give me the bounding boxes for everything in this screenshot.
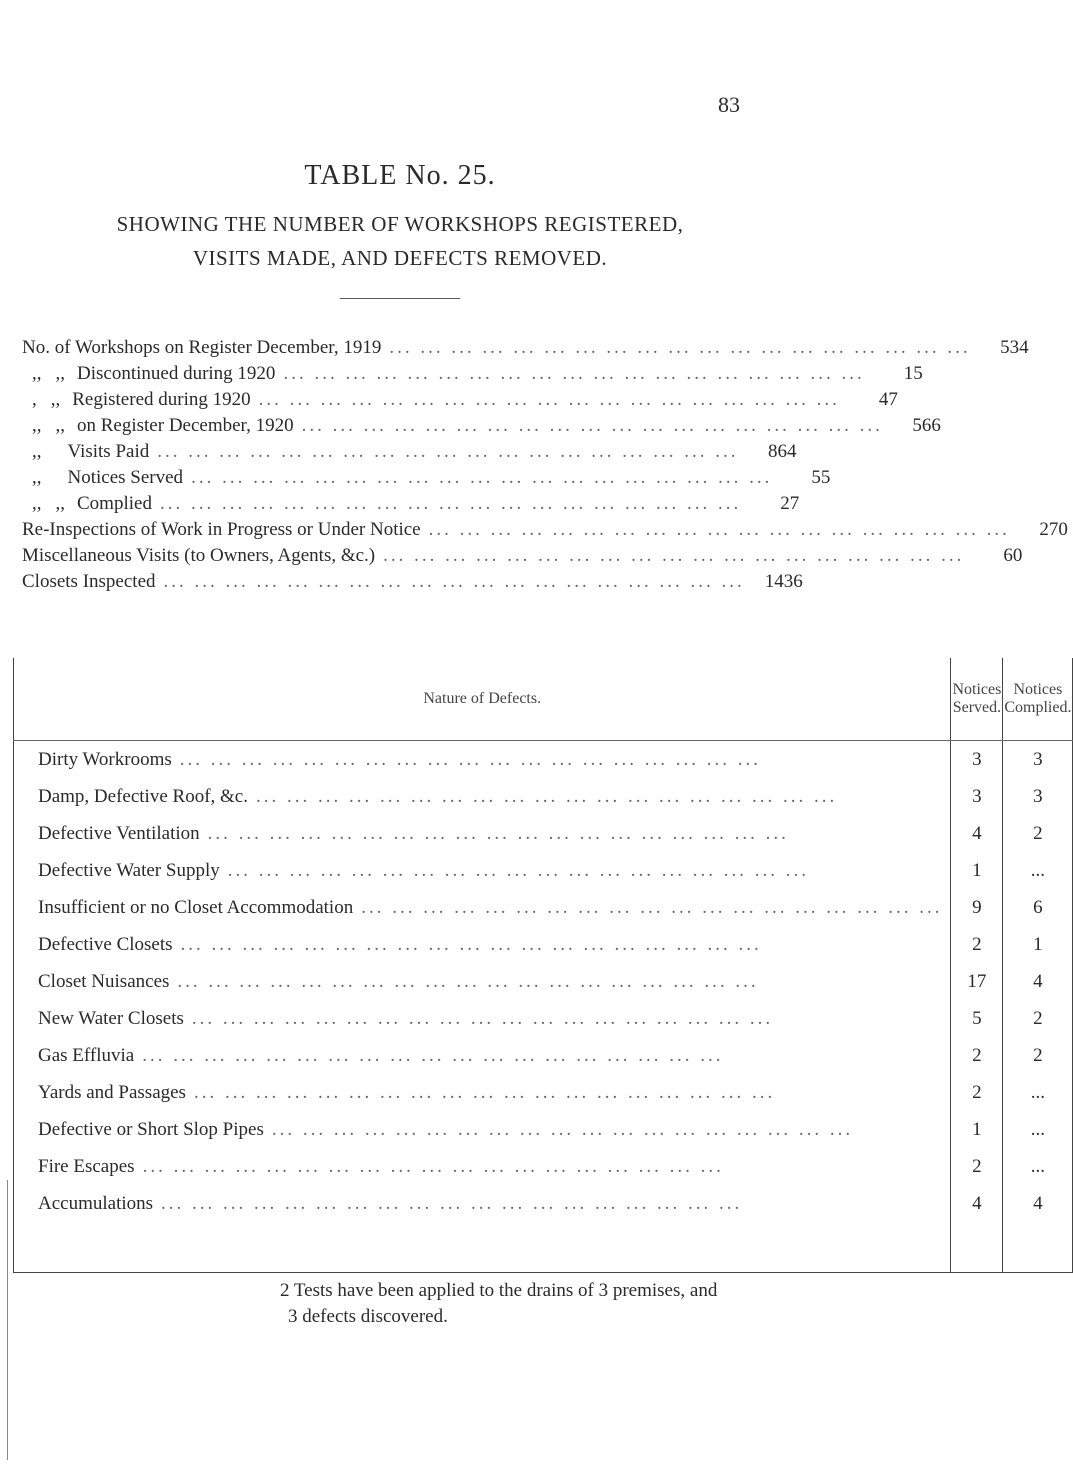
ditto-mark: ,, [32, 441, 42, 462]
dot-leader: ... ... ... ... ... ... ... ... ... ... ... ... ... ... ... ... ... ... ... [207, 822, 789, 844]
dot-leader: ... ... ... ... ... ... ... ... ... ... ... ... ... ... ... ... ... ... ... [163, 571, 745, 592]
notices-served-cell: 2 [951, 1074, 1003, 1111]
defects-table [13, 658, 1073, 1273]
table-row [14, 1074, 1073, 1111]
summary-value: 27 [780, 493, 800, 514]
table-row [14, 1037, 1073, 1074]
notices-complied-cell: 2 [1003, 1037, 1073, 1074]
notices-complied-cell: ... [1003, 1148, 1073, 1185]
defect-nature: New Water Closets [38, 1007, 184, 1029]
defect-nature: Damp, Defective Roof, &c. [38, 785, 248, 807]
dot-leader: ... ... ... ... ... ... ... ... ... ... ... ... ... ... ... ... ... ... ... [271, 1118, 854, 1140]
summary-value: 864 [767, 441, 797, 462]
defect-nature-cell [14, 963, 951, 1000]
dot-leader: ... ... ... ... ... ... ... ... ... ... ... ... ... ... ... ... ... ... ... [179, 748, 762, 770]
defect-nature-cell [14, 1185, 951, 1222]
table-row [14, 778, 1073, 815]
footnote-line-1: 2 Tests have been applied to the drains of 3 premises, and [280, 1280, 718, 1301]
defect-nature: Insufficient or no Closet Accommodation [38, 896, 354, 918]
dot-leader: ... ... ... ... ... ... ... ... ... ... ... ... ... ... ... ... ... ... ... [191, 467, 773, 488]
ditto-mark: ,, [55, 493, 65, 514]
summary-value: 1436 [764, 571, 803, 592]
notices-complied-cell: 1 [1003, 926, 1073, 963]
summary-value: 566 [912, 415, 941, 436]
notices-served-cell: 3 [951, 741, 1003, 779]
notices-complied-cell: 3 [1003, 778, 1073, 815]
notices-complied-cell: 2 [1003, 815, 1073, 852]
ditto-mark: , [32, 389, 37, 410]
defect-nature: Dirty Workrooms [38, 748, 172, 770]
dot-leader: ... ... ... ... ... ... ... ... ... ... ... ... ... ... ... ... ... ... ... [191, 1007, 774, 1029]
notices-complied-cell: ... [1003, 1111, 1073, 1148]
header-complied-line1: Notices [1013, 681, 1063, 698]
header-served: Notices Served. [951, 658, 1003, 741]
summary-row [22, 465, 831, 491]
table-row [14, 1111, 1073, 1148]
defect-nature-cell [14, 815, 951, 852]
dot-leader: ... ... ... ... ... ... ... ... ... ... ... ... ... ... ... ... ... ... ... [428, 519, 1010, 540]
notices-served-cell: 5 [951, 1000, 1003, 1037]
notices-complied-cell: ... [1003, 852, 1073, 889]
dot-leader: ... ... ... ... ... ... ... ... ... ... ... ... ... ... ... ... ... ... ... [258, 389, 840, 410]
defects-header-row [14, 658, 1073, 741]
summary-value: 60 [1003, 545, 1023, 566]
dot-leader: ... ... ... ... ... ... ... ... ... ... ... ... ... ... ... ... ... ... ... [301, 415, 883, 436]
dot-leader: ... ... ... ... ... ... ... ... ... ... ... ... ... ... ... ... ... ... ... [283, 363, 865, 384]
page-edge-line [7, 1180, 8, 1460]
summary-row [22, 491, 800, 517]
dot-leader: ... ... ... ... ... ... ... ... ... ... ... ... ... ... ... ... ... ... ... [193, 1081, 776, 1103]
dot-leader: ... ... ... ... ... ... ... ... ... ... ... ... ... ... ... ... ... ... ... [180, 933, 762, 955]
notices-complied-cell: ... [1003, 1074, 1073, 1111]
notices-complied-cell: 3 [1003, 741, 1073, 779]
ditto-mark: ,, [55, 415, 65, 436]
summary-label: Discontinued during 1920 [77, 363, 276, 384]
defect-nature-cell [14, 926, 951, 963]
defect-nature-cell [14, 778, 951, 815]
summary-label: Closets Inspected [22, 571, 156, 592]
table-row [14, 889, 1073, 926]
defect-nature-cell [14, 889, 951, 926]
notices-served-cell: 3 [951, 778, 1003, 815]
notices-served-cell: 2 [951, 1037, 1003, 1074]
summary-row [22, 439, 797, 465]
dot-leader: ... ... ... ... ... ... ... ... ... ... ... ... ... ... ... ... ... ... ... [177, 970, 759, 992]
summary-row [22, 543, 1023, 569]
summary-row [22, 569, 803, 595]
summary-row [22, 413, 941, 439]
dot-leader: ... ... ... ... ... ... ... ... ... ... ... ... ... ... ... ... ... ... ... [361, 896, 943, 918]
notices-complied-cell: 4 [1003, 1185, 1073, 1222]
ditto-mark: ,, [32, 493, 42, 514]
header-complied-line2: Complied. [1004, 699, 1072, 716]
dot-leader: ... ... ... ... ... ... ... ... ... ... ... ... ... ... ... ... ... ... ... [383, 545, 965, 566]
page-number: 83 [718, 92, 740, 117]
notices-served-cell: 4 [951, 1185, 1003, 1222]
dot-leader: ... ... ... ... ... ... ... ... ... ... ... ... ... ... ... ... ... ... ... [389, 337, 971, 358]
defect-nature-cell [14, 1111, 951, 1148]
table-row [14, 926, 1073, 963]
table-row [14, 852, 1073, 889]
notices-served-cell: 17 [951, 963, 1003, 1000]
notices-complied-cell: 6 [1003, 889, 1073, 926]
summary-label: on Register December, 1920 [77, 415, 294, 436]
defect-nature: Defective Closets [38, 933, 173, 955]
summary-label: Registered during 1920 [72, 389, 251, 410]
heading-line-1: SHOWING THE NUMBER OF WORKSHOPS REGISTERED, [116, 212, 684, 236]
table-row [14, 741, 1073, 779]
header-nature: Nature of Defects. [14, 658, 951, 741]
table-title: TABLE No. 25. [304, 160, 496, 191]
summary-row [22, 387, 898, 413]
summary-value: 534 [1000, 337, 1029, 358]
table-row [14, 1000, 1073, 1037]
summary-value: 270 [1039, 519, 1068, 540]
summary-label: No. of Workshops on Register December, 1919 [22, 337, 382, 358]
defect-nature-cell [14, 741, 951, 779]
summary-label: Visits Paid [67, 441, 150, 462]
notices-served-cell: 2 [951, 1148, 1003, 1185]
notices-served-cell: 9 [951, 889, 1003, 926]
footnote [280, 1278, 717, 1330]
table-row [14, 963, 1073, 1000]
defect-nature: Fire Escapes [38, 1155, 135, 1177]
defect-nature-cell [14, 1074, 951, 1111]
empty-cell [1003, 1222, 1073, 1273]
summary-label: Complied [77, 493, 152, 514]
dot-leader: ... ... ... ... ... ... ... ... ... ... ... ... ... ... ... ... ... ... ... [142, 1155, 724, 1177]
ditto-mark: ,, [50, 389, 61, 410]
defect-nature-cell [14, 852, 951, 889]
table-bottom-spacer [14, 1222, 1073, 1273]
dot-leader: ... ... ... ... ... ... ... ... ... ... ... ... ... ... ... ... ... ... ... [161, 1192, 743, 1214]
defect-nature-cell [14, 1148, 951, 1185]
divider-rule [340, 298, 460, 299]
summary-row [22, 361, 923, 387]
notices-served-cell: 4 [951, 815, 1003, 852]
notices-complied-cell: 4 [1003, 963, 1073, 1000]
defect-nature-cell [14, 1000, 951, 1037]
ditto-mark: ,, [32, 415, 42, 436]
ditto-mark: ,, [32, 363, 42, 384]
defect-nature: Yards and Passages [38, 1081, 186, 1103]
dot-leader: ... ... ... ... ... ... ... ... ... ... ... ... ... ... ... ... ... ... ... [159, 493, 742, 514]
summary-row [22, 335, 1029, 361]
dot-leader: ... ... ... ... ... ... ... ... ... ... ... ... ... ... ... ... ... ... ... [157, 441, 739, 462]
summary-value: 55 [811, 467, 831, 488]
summary-value: 15 [903, 363, 923, 384]
table-row [14, 1148, 1073, 1185]
summary-row [22, 517, 1068, 543]
heading-line-2: VISITS MADE, AND DEFECTS REMOVED. [192, 246, 608, 270]
summary-value: 47 [878, 389, 898, 410]
notices-complied-cell: 2 [1003, 1000, 1073, 1037]
summary-label: Re-Inspections of Work in Progress or Under Notice [22, 519, 421, 540]
defect-nature: Defective Ventilation [38, 822, 200, 844]
dot-leader: ... ... ... ... ... ... ... ... ... ... ... ... ... ... ... ... ... ... ... [255, 785, 838, 807]
dot-leader: ... ... ... ... ... ... ... ... ... ... ... ... ... ... ... ... ... ... ... [227, 859, 809, 881]
notices-served-cell: 2 [951, 926, 1003, 963]
empty-cell [951, 1222, 1003, 1273]
dot-leader: ... ... ... ... ... ... ... ... ... ... ... ... ... ... ... ... ... ... ... [142, 1044, 724, 1066]
header-complied [1003, 658, 1073, 741]
summary-list [22, 335, 1068, 595]
summary-label: Miscellaneous Visits (to Owners, Agents, &c.) [22, 545, 376, 566]
defect-nature: Closet Nuisances [38, 970, 170, 992]
summary-label: Notices Served [67, 467, 184, 488]
defect-nature: Defective or Short Slop Pipes [38, 1118, 264, 1140]
table-row [14, 815, 1073, 852]
table-row [14, 1185, 1073, 1222]
notices-served-cell: 1 [951, 1111, 1003, 1148]
defect-nature-cell [14, 1037, 951, 1074]
ditto-mark: ,, [55, 363, 65, 384]
defect-nature: Defective Water Supply [38, 859, 220, 881]
defect-nature: Accumulations [38, 1192, 154, 1214]
footnote-line-2: 3 defects discovered. [288, 1306, 448, 1327]
empty-cell [14, 1222, 951, 1273]
notices-served-cell: 1 [951, 852, 1003, 889]
ditto-mark: ,, [32, 467, 42, 488]
defect-nature: Gas Effluvia [38, 1044, 135, 1066]
